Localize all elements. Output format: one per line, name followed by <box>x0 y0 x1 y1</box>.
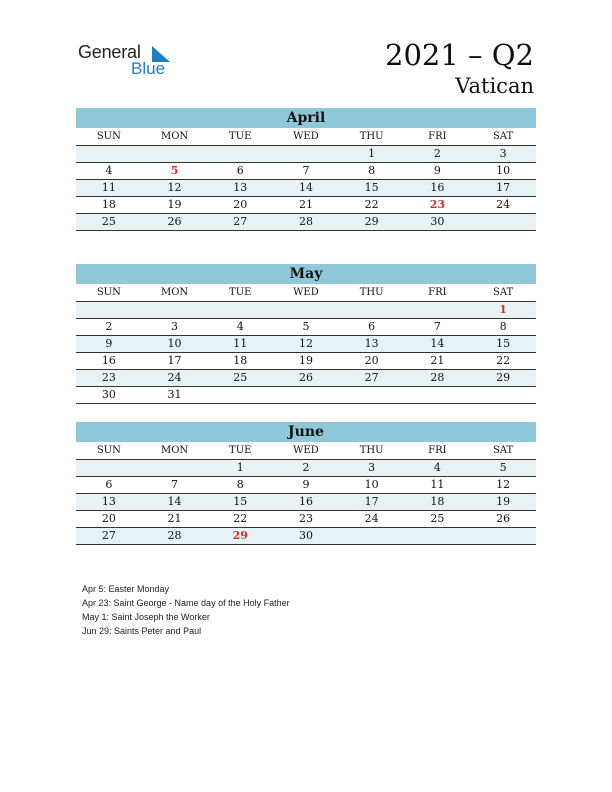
day-cell: 9 <box>273 477 339 494</box>
day-cell: 28 <box>405 370 471 387</box>
weekday-label: SAT <box>470 442 536 460</box>
day-cell: 14 <box>273 180 339 197</box>
day-cell: 7 <box>273 163 339 180</box>
day-cell: 27 <box>207 214 273 231</box>
day-cell: 1 <box>207 460 273 477</box>
week-row <box>76 528 536 545</box>
week-row <box>76 460 536 477</box>
day-cell <box>339 302 405 319</box>
day-cell: 5 <box>142 163 208 180</box>
day-cell: 7 <box>142 477 208 494</box>
weekday-label: FRI <box>405 284 471 302</box>
day-cell: 10 <box>339 477 405 494</box>
weekday-label: SAT <box>470 128 536 146</box>
day-cell: 15 <box>470 336 536 353</box>
day-cell: 17 <box>470 180 536 197</box>
weekday-label: FRI <box>405 442 471 460</box>
week-row <box>76 197 536 214</box>
holiday-notes <box>82 582 290 638</box>
weekday-label: WED <box>273 128 339 146</box>
day-cell <box>339 387 405 404</box>
day-cell: 8 <box>207 477 273 494</box>
day-cell: 22 <box>470 353 536 370</box>
day-cell: 27 <box>339 370 405 387</box>
weekday-label: MON <box>142 284 208 302</box>
day-cell: 23 <box>273 511 339 528</box>
day-cell <box>142 460 208 477</box>
day-cell: 14 <box>405 336 471 353</box>
calendar-table <box>76 284 536 404</box>
weekday-label: THU <box>339 128 405 146</box>
day-cell <box>405 387 471 404</box>
week-row <box>76 477 536 494</box>
day-cell: 23 <box>405 197 471 214</box>
day-cell: 18 <box>405 494 471 511</box>
weekday-header-row <box>76 284 536 302</box>
day-cell: 2 <box>405 146 471 163</box>
day-cell: 11 <box>76 180 142 197</box>
day-cell: 7 <box>405 319 471 336</box>
holiday-note: Apr 5: Easter Monday <box>82 584 170 594</box>
day-cell: 29 <box>339 214 405 231</box>
month-header: June <box>76 422 536 442</box>
day-cell: 12 <box>273 336 339 353</box>
holiday-note: Apr 23: Saint George - Name day of the Holy Father <box>82 598 290 608</box>
week-row <box>76 353 536 370</box>
month-header: May <box>76 264 536 284</box>
day-cell: 12 <box>470 477 536 494</box>
day-cell: 28 <box>273 214 339 231</box>
weekday-label: THU <box>339 284 405 302</box>
month-april <box>76 108 536 231</box>
day-cell: 3 <box>339 460 405 477</box>
day-cell: 28 <box>142 528 208 545</box>
weekday-header-row <box>76 128 536 146</box>
day-cell <box>273 387 339 404</box>
month-header: April <box>76 108 536 128</box>
day-cell: 8 <box>470 319 536 336</box>
day-cell <box>76 302 142 319</box>
day-cell: 20 <box>76 511 142 528</box>
day-cell <box>273 302 339 319</box>
day-cell: 11 <box>207 336 273 353</box>
day-cell: 11 <box>405 477 471 494</box>
day-cell: 4 <box>76 163 142 180</box>
day-cell: 10 <box>470 163 536 180</box>
day-cell: 19 <box>142 197 208 214</box>
day-cell: 13 <box>339 336 405 353</box>
day-cell: 6 <box>339 319 405 336</box>
weekday-label: FRI <box>405 128 471 146</box>
day-cell: 26 <box>470 511 536 528</box>
day-cell: 23 <box>76 370 142 387</box>
day-cell: 22 <box>339 197 405 214</box>
day-cell: 6 <box>76 477 142 494</box>
day-cell: 26 <box>142 214 208 231</box>
day-cell: 2 <box>76 319 142 336</box>
day-cell: 27 <box>76 528 142 545</box>
day-cell: 29 <box>207 528 273 545</box>
week-row <box>76 146 536 163</box>
weekday-label: WED <box>273 442 339 460</box>
day-cell <box>470 387 536 404</box>
day-cell: 5 <box>470 460 536 477</box>
day-cell <box>142 146 208 163</box>
logo-blue-text: Blue <box>131 59 166 78</box>
day-cell: 30 <box>405 214 471 231</box>
week-row <box>76 214 536 231</box>
day-cell: 16 <box>273 494 339 511</box>
day-cell: 26 <box>273 370 339 387</box>
day-cell: 18 <box>76 197 142 214</box>
day-cell: 3 <box>142 319 208 336</box>
day-cell: 15 <box>207 494 273 511</box>
week-row <box>76 319 536 336</box>
day-cell: 22 <box>207 511 273 528</box>
day-cell: 1 <box>470 302 536 319</box>
week-row <box>76 302 536 319</box>
day-cell: 14 <box>142 494 208 511</box>
day-cell <box>207 146 273 163</box>
weekday-label: SUN <box>76 284 142 302</box>
day-cell: 9 <box>76 336 142 353</box>
day-cell: 30 <box>273 528 339 545</box>
page-title: 2021 – Q2 <box>385 38 534 72</box>
day-cell: 30 <box>76 387 142 404</box>
day-cell: 16 <box>405 180 471 197</box>
day-cell: 21 <box>273 197 339 214</box>
day-cell: 13 <box>76 494 142 511</box>
logo-general-text: General <box>78 42 141 62</box>
week-row <box>76 387 536 404</box>
day-cell: 8 <box>339 163 405 180</box>
day-cell: 17 <box>142 353 208 370</box>
day-cell: 24 <box>470 197 536 214</box>
weekday-label: WED <box>273 284 339 302</box>
day-cell: 19 <box>273 353 339 370</box>
day-cell <box>470 528 536 545</box>
week-row <box>76 180 536 197</box>
day-cell: 16 <box>76 353 142 370</box>
weekday-header-row <box>76 442 536 460</box>
day-cell <box>207 387 273 404</box>
day-cell: 1 <box>339 146 405 163</box>
day-cell: 21 <box>142 511 208 528</box>
calendar-table <box>76 442 536 545</box>
day-cell: 2 <box>273 460 339 477</box>
week-row <box>76 494 536 511</box>
day-cell: 15 <box>339 180 405 197</box>
day-cell <box>405 528 471 545</box>
day-cell: 25 <box>405 511 471 528</box>
month-june <box>76 422 536 545</box>
day-cell: 29 <box>470 370 536 387</box>
week-row <box>76 370 536 387</box>
weekday-label: SUN <box>76 128 142 146</box>
day-cell <box>339 528 405 545</box>
country-name: Vatican <box>455 74 534 98</box>
week-row <box>76 336 536 353</box>
week-row <box>76 163 536 180</box>
holiday-note: May 1: Saint Joseph the Worker <box>82 612 210 622</box>
weekday-label: MON <box>142 442 208 460</box>
day-cell: 10 <box>142 336 208 353</box>
day-cell: 20 <box>207 197 273 214</box>
day-cell: 25 <box>207 370 273 387</box>
weekday-label: MON <box>142 128 208 146</box>
day-cell <box>405 302 471 319</box>
day-cell: 19 <box>470 494 536 511</box>
day-cell <box>142 302 208 319</box>
day-cell: 24 <box>142 370 208 387</box>
day-cell: 12 <box>142 180 208 197</box>
day-cell <box>76 146 142 163</box>
day-cell <box>207 302 273 319</box>
weekday-label: SUN <box>76 442 142 460</box>
day-cell: 20 <box>339 353 405 370</box>
day-cell: 21 <box>405 353 471 370</box>
day-cell <box>273 146 339 163</box>
weekday-label: TUE <box>207 284 273 302</box>
weekday-label: THU <box>339 442 405 460</box>
day-cell: 5 <box>273 319 339 336</box>
day-cell: 18 <box>207 353 273 370</box>
weekday-label: SAT <box>470 284 536 302</box>
day-cell: 4 <box>405 460 471 477</box>
day-cell: 24 <box>339 511 405 528</box>
day-cell: 25 <box>76 214 142 231</box>
calendar-table <box>76 128 536 231</box>
day-cell <box>470 214 536 231</box>
day-cell: 3 <box>470 146 536 163</box>
day-cell <box>76 460 142 477</box>
day-cell: 17 <box>339 494 405 511</box>
day-cell: 6 <box>207 163 273 180</box>
day-cell: 4 <box>207 319 273 336</box>
month-may <box>76 264 536 404</box>
weekday-label: TUE <box>207 442 273 460</box>
day-cell: 9 <box>405 163 471 180</box>
weekday-label: TUE <box>207 128 273 146</box>
holiday-note: Jun 29: Saints Peter and Paul <box>82 626 202 636</box>
generalblue-logo <box>78 42 178 80</box>
week-row <box>76 511 536 528</box>
day-cell: 31 <box>142 387 208 404</box>
day-cell: 13 <box>207 180 273 197</box>
